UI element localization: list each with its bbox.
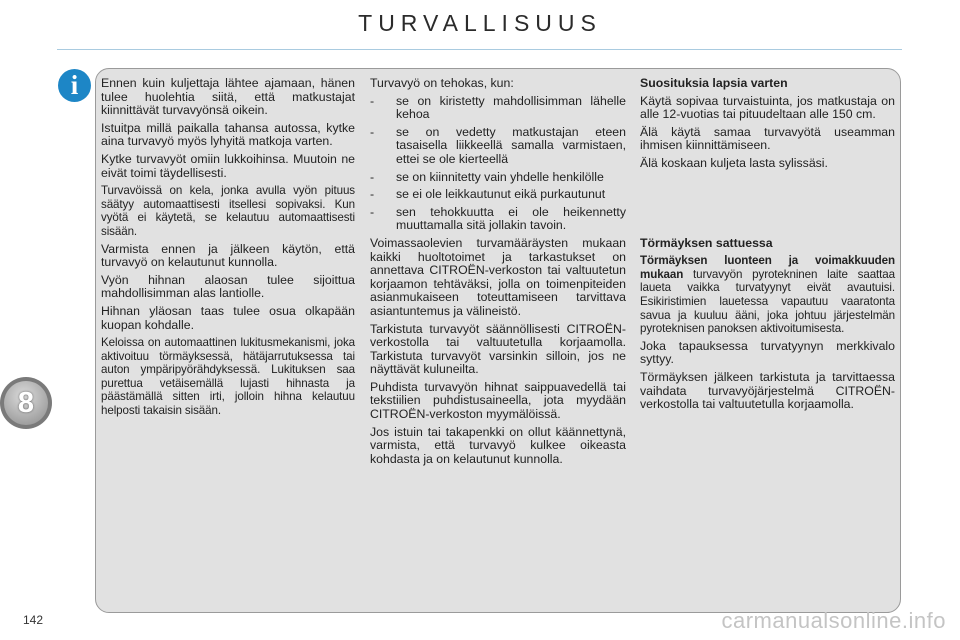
paragraph: Joka tapauksessa turvatyynyn merkkivalo syttyy. (640, 338, 895, 367)
column-children-collision (640, 77, 895, 416)
paragraph: Törmäyksen luonteen ja voimakkuuden mukaan turvavyön pyrotekninen laite saattaa laueta vaikka turvatyynyt eivät avautuisi. Esikiristimien lauetessa vapautuu vaaratonta savua ja kuuluu ääni, joka johtuu järjestelmän pyroteknisen panoksen aktivoitumisesta. (640, 254, 895, 336)
page-number: 142 (23, 613, 44, 627)
paragraph: Vyön hihnan alaosan tulee sijoittua mahdollisimman alas lantiolle. (101, 272, 355, 301)
paragraph: Älä koskaan kuljeta lasta sylissäsi. (640, 155, 828, 170)
list-item: - se ei ole leikkautunut eikä purkautunut (370, 187, 606, 202)
paragraph: Voimassaolevien turvamääräysten mukaan kaikki huoltotoimet ja tarkastukset on annettava CITROËN-verkoston tai valtuutetun korjaamon tehtäväksi, jolla on toimenpiteiden asianmukaiseen toteuttamiseen tarvittava asiantuntemus ja välineistö. (370, 235, 626, 318)
paragraph: Törmäyksen jälkeen tarkistuta ja tarvittaessa vaihdata turvavyöjärjestelmä CITROËN-verkostolla tai valtuutetulla korjaamolla. (640, 369, 895, 412)
paragraph: Ennen kuin kuljettaja lähtee ajamaan, hänen tulee huolehtia siitä, että matkustajat kiinnittävät turvavyönsä oikein. (101, 76, 355, 118)
paragraph: Tarkistuta turvavyöt säännöllisesti CITROËN-verkostolla tai valtuutetulla korjaamolla. Tarkistuta turvavyöt varsinkin silloin, jos ne näyttävät kuluneilta. (370, 321, 626, 377)
title-divider (57, 49, 902, 50)
list-item: - sen tehokkuutta ei ole heikennetty muuttamalla sitä jollakin tavoin. (370, 204, 626, 233)
column-general (101, 77, 355, 422)
paragraph: Hihnan yläosan taas tulee osua olkapään kuopan kohdalle. (101, 303, 355, 332)
info-icon: i (58, 69, 91, 102)
paragraph: Puhdista turvavyön hihnat saippuavedellä tai tekstiilien puhdistusaineella, jota myydään CITROËN-verkoston myymälöissä. (370, 379, 626, 422)
paragraph: Keloissa on automaattinen lukitusmekanismi, joka aktivoituu törmäyksessä, hätäjarrutuksessa tai auton ympäripyörähdyksessä. Lukituksen saa purettua vetäisemällä lujasti hihnasta ja päästämällä sitten irti, jolloin hihna kelautuu helposti takaisin sisään. (101, 336, 355, 418)
list-item: - se on kiristetty mahdollisimman lähelle kehoa (370, 93, 626, 122)
column-effectiveness (370, 77, 626, 470)
list-item: - se on kiinnitetty vain yhdelle henkilölle (370, 169, 604, 184)
paragraph: Kytke turvavyöt omiin lukkoihinsa. Muutoin ne eivät toimi täydellisesti. (101, 151, 355, 180)
page-title: TURVALLISUUS (358, 10, 602, 36)
list-intro: Turvavyö on tehokas, kun: (370, 76, 514, 90)
paragraph: Turvavöissä on kela, jonka avulla vyön pituus säätyy automaattisesti itsellesi sopivaksi. Kun vyötä ei käytetä, se kelautuu automaattisesti sisään. (101, 184, 355, 238)
paragraph: Käytä sopivaa turvaistuinta, jos matkustaja on alle 12-vuotias tai pituudeltaan alle 150 cm. (640, 93, 895, 122)
paragraph: Varmista ennen ja jälkeen käytön, että turvavyö on kelautunut kunnolla. (101, 241, 355, 270)
watermark: carmanualsonline.info (721, 608, 946, 633)
list-item: - se on vedetty matkustajan eteen tasaisella liikkeellä samalla varmistaen, ettei se ole kierteellä (370, 124, 626, 166)
chapter-number: 8 (4, 381, 48, 425)
chapter-tab (0, 377, 52, 429)
paragraph: Älä käytä samaa turvavyötä useamman ihmisen kiinnittämiseen. (640, 124, 895, 153)
section-heading-children: Suosituksia lapsia varten (640, 76, 788, 90)
paragraph: Jos istuin tai takapenkki on ollut käännettynä, varmista, että turvavyö kulkee oikeasta kohdasta ja on kelautunut kunnolla. (370, 424, 626, 466)
section-heading-collision: Törmäyksen sattuessa (640, 235, 773, 250)
paragraph: Istuitpa millä paikalla tahansa autossa, kytke aina turvavyö myös lyhyitä matkoja varten. (101, 120, 355, 149)
